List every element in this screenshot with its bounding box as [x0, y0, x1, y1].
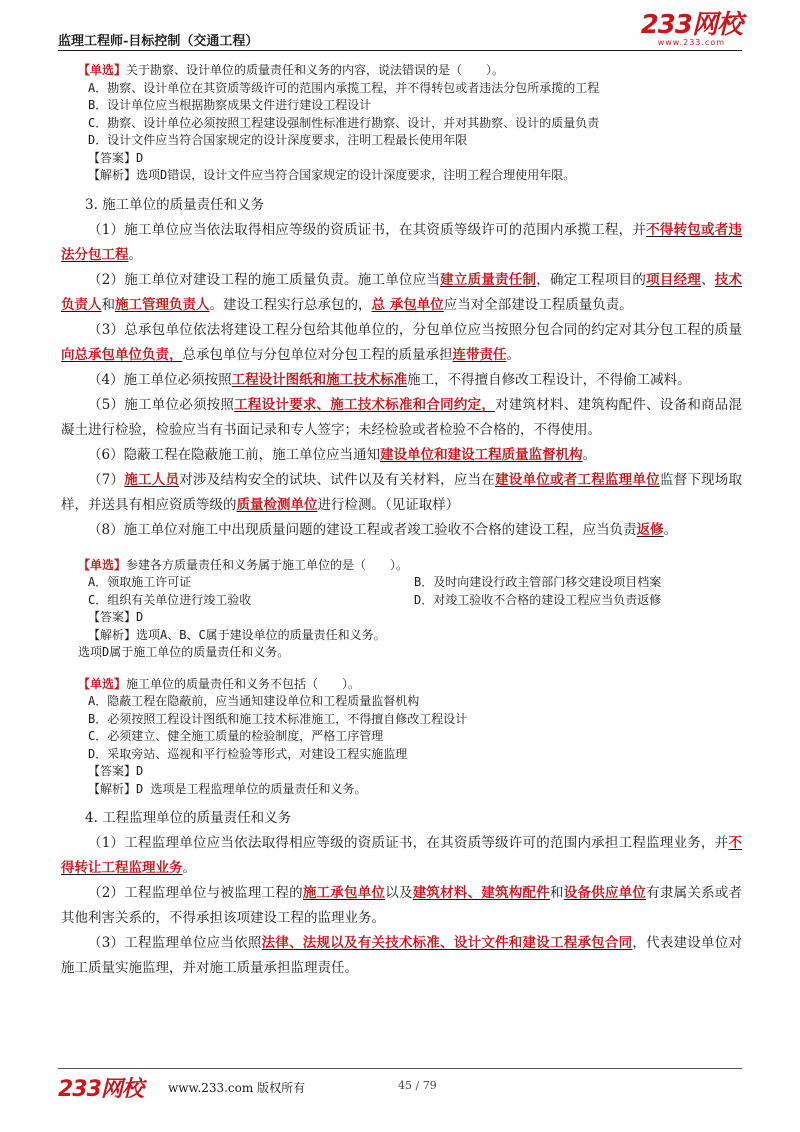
paragraph-3 — [61, 931, 742, 981]
text: 监督下现场取样，并送具有相应资质等级的 — [61, 471, 743, 513]
question-tag: 【单选】 — [78, 557, 127, 572]
paragraph-6 — [61, 443, 742, 468]
question-1 — [78, 62, 740, 185]
option-d: D．对竣工验收不合格的建设工程应当负责返修 — [414, 592, 662, 607]
keyword: 质量检测单位 — [236, 496, 318, 513]
header-divider — [58, 50, 742, 51]
keyword: 建立质量责任制 — [440, 271, 537, 288]
paragraph-7 — [61, 468, 742, 518]
keyword: 技术负责人 — [61, 271, 743, 313]
keyword: 建设单位或者工程监理单位 — [495, 471, 660, 488]
analysis: 【解析】D 选项是工程监理单位的质量责任和义务。 — [88, 781, 367, 796]
option-row — [88, 574, 740, 592]
answer: 【答案】D — [88, 610, 144, 624]
keyword: 返修 — [636, 521, 664, 538]
page-content — [61, 62, 743, 981]
text: （1）施工单位应当依法取得相应等级的资质证书，在其资质等级许可的范围内承揽工程，并 — [88, 221, 647, 238]
question-stem — [78, 676, 740, 694]
text: ，代表建设单位对施工质量实施监理，并对施工质量承担监理责任。 — [61, 935, 742, 976]
section-3 — [61, 193, 743, 543]
text: （7） — [88, 471, 125, 488]
keyword: 建设单位和建设工程质量监督机构 — [380, 446, 583, 463]
keyword: 设备供应单位 — [563, 885, 647, 901]
logo-url: www.233.com — [657, 38, 726, 47]
text: 。 — [663, 521, 678, 538]
text: 。 — [182, 860, 196, 876]
text: （6）隐蔽工程在隐蔽施工前，施工单位应当通知 — [88, 446, 381, 463]
analysis: 【解析】选项A、B、C属于建设单位的质量责任和义务。 — [88, 627, 386, 642]
option-b: B．必须按照工程设计图纸和施工技术标准施工，不得擅自修改工程设计 — [88, 711, 468, 726]
paragraph-8 — [61, 518, 742, 543]
text: 。 — [582, 446, 597, 463]
keyword: 总 承包单位 — [371, 296, 444, 313]
option-a: A．领取施工许可证 — [88, 575, 192, 589]
keyword: 不得转让工程监理业务 — [61, 835, 742, 876]
option-c: C．组织有关单位进行竣工验收 — [88, 592, 252, 607]
section-title: 4. 工程监理单位的质量责任和义务 — [85, 810, 292, 826]
paragraph-2 — [61, 881, 742, 931]
keyword: 不得转包或者违法分包工程 — [61, 221, 743, 263]
paragraph-1 — [61, 831, 742, 881]
page-footer — [58, 1068, 742, 1108]
text: 以及 — [385, 885, 413, 901]
text: ，确定工程项目的 — [536, 271, 647, 288]
option-c: C．勘察、设计单位必须按照工程建设强制性标准进行勘察、设计，并对其勘察、设计的质量负责 — [88, 115, 600, 130]
question-tag: 【单选】 — [78, 676, 127, 691]
option-b: B．设计单位应当根据勘察成果文件进行建设工程设计 — [88, 98, 372, 112]
analysis: 【解析】选项D错误，设计文件应当符合国家规定的设计深度要求，注明工程合理使用年限。 — [88, 168, 576, 182]
answer: 【答案】D — [88, 150, 144, 165]
stem-text: 施工单位的质量责任和义务不包括（ ）。 — [126, 676, 361, 691]
text: 、 — [701, 271, 715, 288]
analysis-continued: 选项D属于施工单位的质量责任和义务。 — [78, 645, 290, 659]
text: 有隶属关系或者其他利害关系的，不得承担该项建设工程的监理业务。 — [61, 885, 743, 926]
paragraph-2 — [61, 268, 742, 318]
option-a: A．隐蔽工程在隐蔽前，应当通知建设单位和工程质量监督机构 — [88, 694, 420, 708]
paragraph-5 — [61, 393, 742, 443]
text: 。 — [506, 346, 520, 363]
text: （2）工程监理单位与被监理工程的 — [88, 885, 303, 901]
text: 进行检测。（见证取样） — [317, 496, 460, 513]
keyword: 向总承包单位负责， — [61, 346, 183, 363]
brand-logo — [641, 12, 742, 47]
section-title: 3. 施工单位的质量责任和义务 — [85, 196, 265, 213]
text: （2）施工单位对建设工程的施工质量负责。施工单位应当 — [88, 271, 441, 288]
copyright: www.233.com 版权所有 — [168, 1081, 306, 1095]
option-c: C．必须建立、健全施工质量的检验制度，严格工序管理 — [88, 729, 384, 743]
option-row — [88, 592, 740, 610]
question-3 — [78, 676, 740, 799]
paragraph-1 — [61, 218, 742, 268]
text: （3）总承包单位依法将建设工程分包给其他单位的，分包单位应当按照分包合同的约定对其分包工程的质量 — [88, 321, 742, 338]
text: 施工，不得擅自修改工程设计，不得偷工减料。 — [407, 371, 691, 388]
keyword: 连带责任 — [452, 346, 507, 363]
footer-divider — [58, 1068, 742, 1069]
keyword: 工程设计要求、施工技术标准和合同约定， — [234, 396, 496, 413]
text: （5）施工单位必须按照 — [88, 396, 235, 413]
answer: 【答案】D — [88, 764, 144, 778]
document-title: 监理工程师-目标控制（交通工程） — [58, 34, 259, 49]
keyword: 施工承包单位 — [302, 885, 386, 901]
question-stem — [78, 62, 740, 80]
keyword: 项目经理 — [646, 271, 702, 288]
text: （3）工程监理单位应当依照 — [88, 935, 262, 951]
text: 总承包单位与分包单位对分包工程的质量承担 — [182, 346, 453, 363]
question-tag: 【单选】 — [78, 63, 127, 77]
stem-text: 参建各方质量责任和义务属于施工单位的是（ ）。 — [126, 557, 409, 572]
paragraph-4 — [61, 368, 742, 393]
keyword: 工程设计图纸和施工技术标准 — [231, 371, 408, 388]
text: 应当对全部建设工程质量负责。 — [443, 296, 633, 313]
option-d: D．采取旁站、巡视和平行检验等形式，对建设工程实施监理 — [88, 746, 408, 761]
stem-text: 关于勘察、设计单位的质量责任和义务的内容，说法错误的是（ ）。 — [126, 63, 505, 77]
keyword: 施工人员 — [124, 471, 180, 488]
text: （4）施工单位必须按照 — [88, 371, 232, 388]
section-4 — [61, 806, 743, 981]
keyword: 建筑材料、建筑构配件 — [412, 885, 551, 901]
option-b: B．及时向建设行政主管部门移交建设项目档案 — [414, 575, 662, 589]
text: 和 — [550, 885, 564, 901]
text: 对建筑材料、建筑构配件、设备和商品混凝土进行检验，检验应当有书面记录和专人签字；未经检验或者检验不合格的，不得使用。 — [61, 396, 743, 438]
text: 和 — [101, 296, 115, 313]
footer-logo: 233网校 — [58, 1077, 143, 1102]
text: 。建设工程实行总承包的， — [209, 296, 372, 313]
option-d: D．设计文件应当符合国家规定的设计深度要求，注明工程最长使用年限 — [88, 133, 468, 147]
question-stem — [78, 557, 740, 575]
keyword: 施工管理负责人 — [115, 296, 210, 313]
text: 。 — [128, 246, 142, 263]
page-number: 45 / 79 — [398, 1079, 437, 1092]
paragraph-3 — [61, 318, 742, 368]
text: （8）施工单位对施工中出现质量问题的建设工程或者竣工验收不合格的建设工程，应当负责 — [88, 521, 637, 538]
page-header — [58, 10, 742, 52]
text: （1）工程监理单位应当依法取得相应等级的资质证书，在其资质等级许可的范围内承担工程监理业务，并 — [88, 835, 729, 851]
logo-text: 233网校 — [640, 10, 742, 40]
option-a: A．勘察、设计单位在其资质等级许可的范围内承揽工程，并不得转包或者违法分包所承揽的工程 — [88, 80, 600, 95]
keyword: 法律、法规以及有关技术标准、设计文件和建设工程承包合同 — [261, 935, 633, 951]
question-2 — [78, 557, 740, 662]
text: 对涉及结构安全的试块、试件以及有关材料，应当在 — [179, 471, 496, 488]
